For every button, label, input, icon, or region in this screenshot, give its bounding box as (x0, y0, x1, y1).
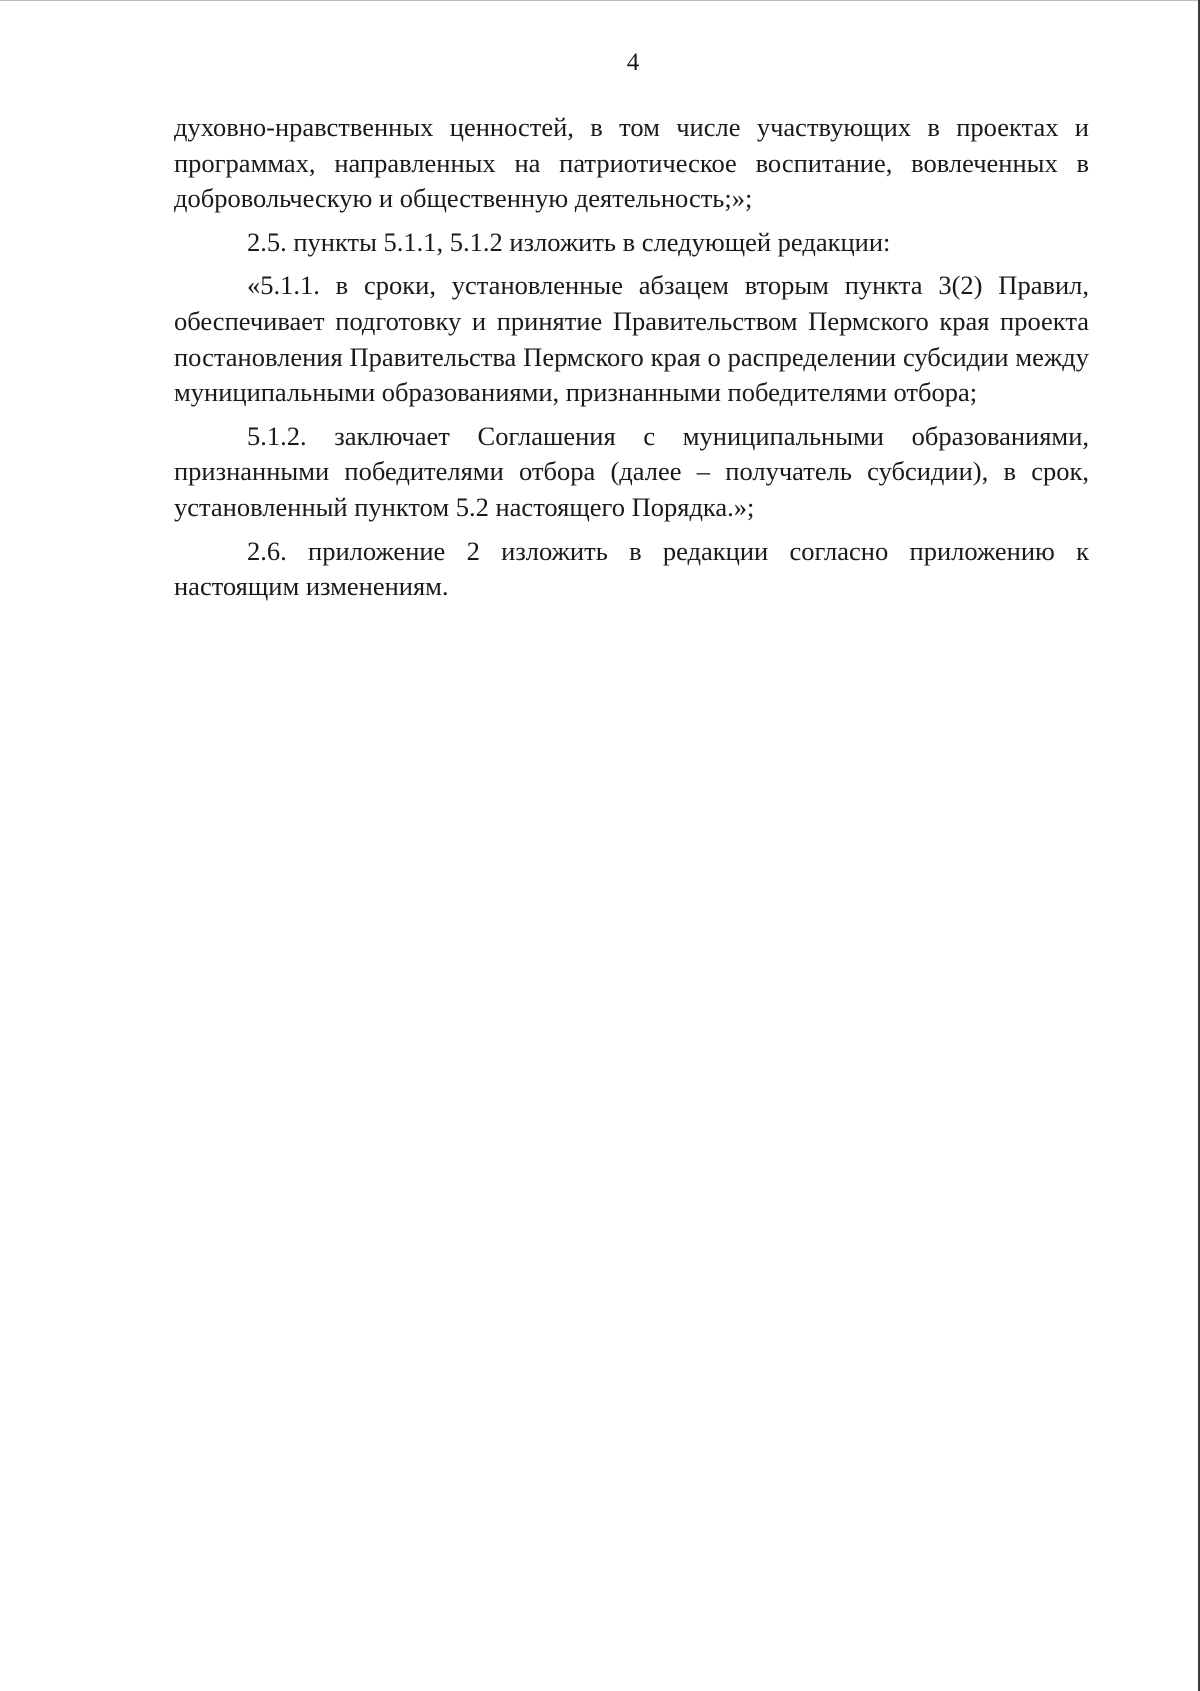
paragraph-continuation: духовно-нравственных ценностей, в том числе участвующих в проектах и программах, направленных на патриотическое воспитание, вовлеченных в добровольческую и общественную деятельность;»; (174, 112, 1089, 214)
body-text (174, 110, 1089, 605)
scan-edge-top (0, 0, 1200, 1)
paragraph-2-5: 2.5. пункты 5.1.1, 5.1.2 изложить в следующей редакции: (247, 226, 891, 257)
paragraph-5-1-1: «5.1.1. в сроки, установленные абзацем вторым пункта 3(2) Правил, обеспечивает подготовку и принятие Правительством Пермского края проекта постановления Правительства Пермского края о распределении субсидии между муниципальными образованиями, признанными победителями отбора; (174, 270, 1089, 408)
paragraph-2-6: 2.6. приложение 2 изложить в редакции согласно приложению к настоящим изменениям. (174, 535, 1089, 602)
paragraph-5-1-2: 5.1.2. заключает Соглашения с муниципальными образованиями, признанными победителями отбора (далее – получатель субсидии), в срок, установленный пунктом 5.2 настоящего Порядка.»; (174, 420, 1089, 522)
page-number: 4 (626, 49, 640, 76)
